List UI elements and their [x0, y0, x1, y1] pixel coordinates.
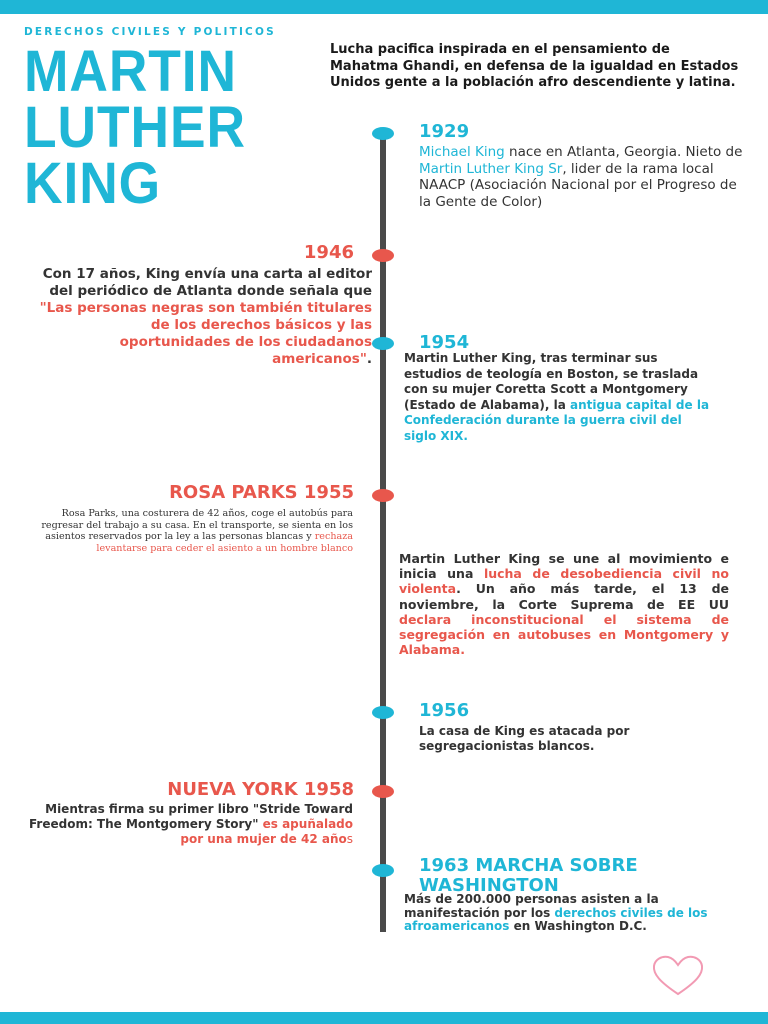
timeline-dot-1954 — [372, 337, 394, 350]
event-1958-text: Mientras firma su primer libro "Stride Toward Freedom: The Montgomery Story" es apuñalado por una mujer de 42 años — [28, 802, 353, 847]
page-title — [24, 39, 246, 216]
year-1956: 1956 — [419, 700, 470, 721]
event-rosa-parks-text: Rosa Parks, una costurera de 42 años, coge el autobús para regresar del trabajo a su casa. En el transporte, se sienta en los asientos reservados por la ley a las personas blancas y rechaza levantarse para ceder el asiento a un hombre blanco — [41, 508, 353, 554]
event-1946-text: Con 17 años, King envía una carta al editor del periódico de Atlanta donde señala que "Las personas negras son también titulares de los derechos básicos y las oportunidades de los ciudadanos americanos". — [39, 266, 372, 367]
event-1954-text: Martin Luther King, tras terminar sus estudios de teología en Boston, se traslada con su mujer Coretta Scott a Montgomery (Estado de Alabama), la antigua capital de la Confederación durante la guerra civil del siglo XIX. — [404, 351, 710, 443]
year-1954: 1954 — [419, 332, 470, 353]
year-nueva-york-1958: NUEVA YORK 1958 — [167, 779, 354, 800]
year-1946: 1946 — [303, 242, 354, 263]
timeline-dot-1956 — [372, 706, 394, 719]
top-accent-bar — [0, 0, 768, 14]
title-line-2: LUTHER — [24, 95, 246, 160]
timeline-dot-1946 — [372, 249, 394, 262]
title-line-1: MARTIN — [24, 39, 237, 104]
heart-outline-icon — [650, 954, 706, 998]
intro-text: Lucha pacifica inspirada en el pensamiento de Mahatma Ghandi, en defensa de la igualdad en Estados Unidos gente a la población afro descendiente y latina. — [330, 42, 739, 90]
timeline-dot-1955 — [372, 489, 394, 502]
event-1963-text: Más de 200.000 personas asisten a la manifestación por los derechos civiles de los afroamericanos en Washington D.C. — [404, 892, 708, 933]
timeline-dot-1929 — [372, 127, 394, 140]
subtitle: DERECHOS CIVILES Y POLITICOS — [24, 26, 276, 38]
year-rosa-parks-1955: ROSA PARKS 1955 — [169, 482, 354, 503]
bottom-accent-bar — [0, 1012, 768, 1024]
year-1929: 1929 — [419, 121, 470, 142]
timeline-dot-1963 — [372, 864, 394, 877]
title-line-3: KING — [24, 151, 162, 216]
event-1956-text: La casa de King es atacada por segregacionistas blancos. — [419, 724, 630, 753]
event-1929-text: Michael King nace en Atlanta, Georgia. Nieto de Martin Luther King Sr, lider de la rama local NAACP (Asociación Nacional por el Progreso de la Gente de Color) — [419, 144, 743, 210]
timeline-dot-1958 — [372, 785, 394, 798]
event-movement-text: Martin Luther King se une al movimiento e inicia una lucha de desobediencia civil no violenta. Un año más tarde, el 13 de noviembre, la Corte Suprema de EE UU declara inconstitucional el sistema de segregación en autobuses en Montgomery y Alabama. — [399, 551, 729, 658]
year-1963-marcha: 1963 MARCHA SOBRE WASHINGTON — [419, 855, 638, 896]
